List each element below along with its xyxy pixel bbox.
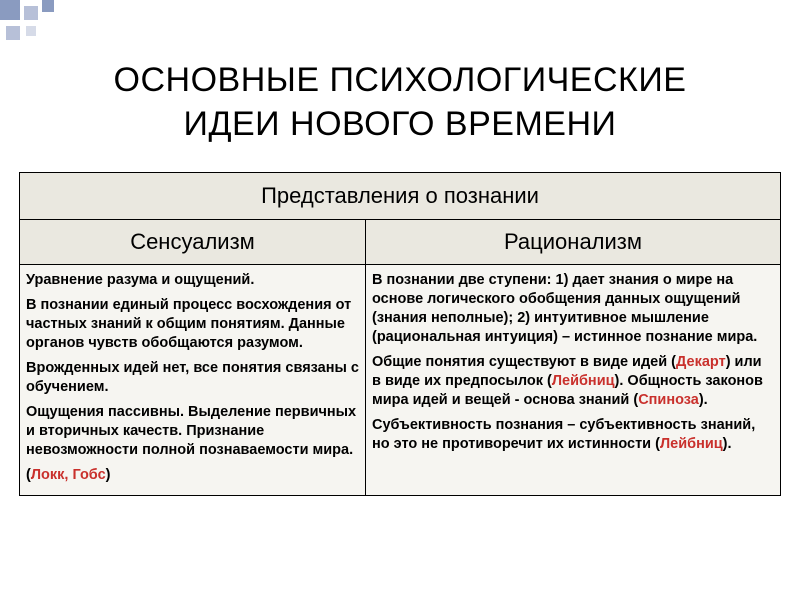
sensualism-cell [20, 265, 366, 496]
rationalism-paragraph: Субъективность познания – субъективность знаний, но это не противоречит их истинности (Лейбниц). [372, 417, 756, 452]
sensualism-paragraph: Врожденных идей нет, все понятия связаны с обучением. [26, 360, 359, 395]
rationalism-cell [366, 265, 781, 496]
column-header-sensualism: Сенсуализм [20, 220, 366, 265]
sensualism-paragraph: Уравнение разума и ощущений. [26, 272, 255, 288]
slide-title-line1: ОСНОВНЫЕ ПСИХОЛОГИЧЕСКИЕ [113, 61, 687, 99]
decor-square [26, 26, 36, 36]
author-name: Спиноза [638, 392, 699, 408]
decor-square [0, 0, 20, 20]
rationalism-paragraph: В познании две ступени: 1) дает знания о мире на основе логического обобщения данных ощущений (знания неполные); 2) интуитивное мышление (рациональная интуиция) – истинное познание мира. [372, 272, 758, 345]
rationalism-paragraph: Общие понятия существуют в виде идей (Декарт) или в виде их предпосылок (Лейбниц). Общность законов мира идей и вещей - основа знаний (Спиноза). [372, 354, 763, 408]
decorative-squares [0, 0, 60, 45]
author-name: Лейбниц [659, 436, 723, 452]
slide-title-line2: ИДЕИ НОВОГО ВРЕМЕНИ [183, 105, 617, 143]
decor-square [42, 0, 54, 12]
table-header: Представления о познании [20, 173, 781, 220]
author-name: Декарт [676, 354, 726, 370]
sensualism-authors: (Локк, Гобс) [26, 467, 111, 483]
comparison-table [19, 172, 781, 496]
slide-title [40, 58, 760, 146]
author-name: Лейбниц [551, 373, 615, 389]
sensualism-paragraph: Ощущения пассивны. Выделение первичных и вторичных качеств. Признание невозможности полной познаваемости мира. [26, 404, 357, 458]
author-names: Локк, Гобс [30, 467, 106, 483]
column-header-rationalism: Рационализм [366, 220, 781, 265]
sensualism-paragraph: В познании единый процесс восхождения от частных знаний к общим понятиям. Данные органов чувств обобщаются разумом. [26, 297, 352, 351]
decor-square [24, 6, 38, 20]
decor-square [6, 26, 20, 40]
